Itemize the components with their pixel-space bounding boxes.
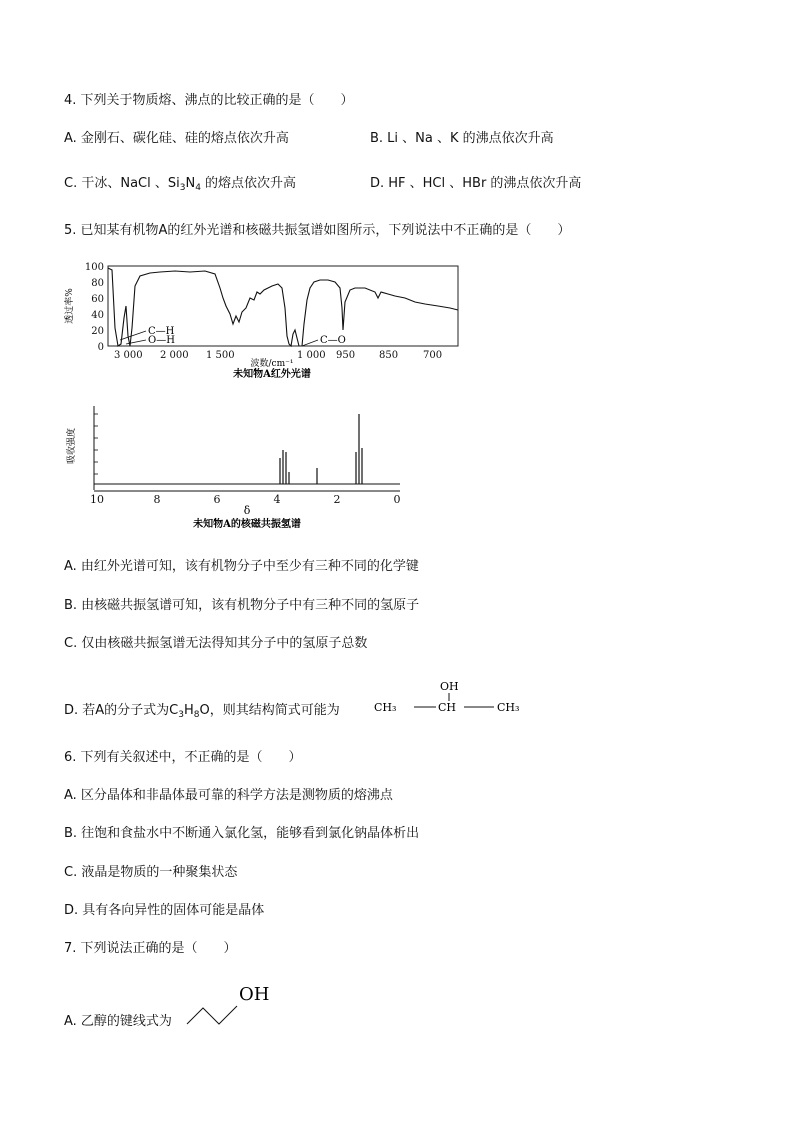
q7-option-a: A. 乙醇的键线式为 — [64, 1014, 172, 1029]
ir-ytick: 80 — [91, 278, 104, 289]
nmr-xtick: 10 — [90, 493, 104, 506]
ir-ytick: 0 — [97, 342, 104, 353]
q6-option-d: D. 具有各向异性的固体可能是晶体 — [64, 903, 265, 918]
ir-xtick: 700 — [423, 350, 443, 361]
structure-oh-label: OH — [440, 680, 459, 693]
q4-option-c-sub1: 3 — [179, 183, 186, 193]
ir-ytick: 100 — [84, 262, 104, 273]
structure-ch3-left: CH₃ — [374, 701, 397, 714]
q4-option-c-text: C. 干冰、NaCl 、Si — [64, 176, 180, 191]
ir-ytick: 20 — [91, 326, 104, 337]
q6-option-b: B. 往饱和食盐水中不断通入氯化氢，能够看到氯化钠晶体析出 — [64, 826, 420, 841]
ir-xtick: 850 — [379, 350, 399, 361]
structure-ch: CH — [438, 701, 457, 714]
q4-option-c-sub2: 4 — [195, 183, 201, 193]
ir-ytick: 60 — [91, 294, 104, 305]
nmr-y-minor-ticks — [94, 414, 98, 474]
q4-option-c — [64, 175, 296, 197]
structure-ch3-right: CH₃ — [497, 701, 520, 714]
q6-stem: 6. 下列有关叙述中，不正确的是（ ） — [64, 750, 302, 765]
q5-option-d-post: O，则其结构简式可能为 — [199, 703, 340, 718]
q6-option-a: A. 区分晶体和非晶体最可靠的科学方法是测物质的熔沸点 — [64, 788, 393, 803]
q4-option-b: B. Li 、Na 、K 的沸点依次升高 — [370, 131, 554, 146]
q5-option-b: B. 由核磁共振氢谱可知，该有机物分子中有三种不同的氢原子 — [64, 598, 420, 613]
nmr-y-label: 吸收强度 — [67, 427, 77, 465]
ir-annotation-co: C—O — [320, 335, 346, 346]
q7-stem: 7. 下列说法正确的是（ ） — [64, 941, 237, 956]
q4-option-d: D. HF 、HCl 、HBr 的沸点依次升高 — [370, 176, 582, 191]
nmr-peaks — [280, 414, 362, 484]
q5-option-a: A. 由红外光谱可知，该有机物分子中至少有三种不同的化学键 — [64, 559, 419, 574]
q4-option-a: A. 金刚石、碳化硅、硅的熔点依次升高 — [64, 131, 289, 146]
ir-y-ticks — [85, 262, 104, 353]
ir-xtick: 3 000 — [114, 350, 143, 361]
nmr-xtick: 2 — [333, 493, 341, 506]
nmr-xtick: 4 — [273, 493, 281, 506]
ir-x-label: 波数/cm⁻¹ — [250, 359, 294, 369]
nmr-xtick: 0 — [393, 493, 401, 506]
q5-option-d-sub1: 3 — [178, 710, 184, 720]
ir-annotation-oh: O—H — [148, 335, 175, 346]
ir-xtick: 1 500 — [206, 350, 235, 361]
nmr-spectrum-figure — [60, 400, 410, 532]
ir-xtick: 1 000 — [297, 350, 326, 361]
q5-option-d-text: D. 若A的分子式为C — [64, 703, 179, 718]
ethanol-skeletal-formula — [185, 980, 280, 1030]
ethanol-oh-label: OH — [239, 984, 270, 1005]
ir-caption: 未知物A红外光谱 — [233, 369, 311, 380]
nmr-xtick: 6 — [213, 493, 221, 506]
propanol-structure — [374, 678, 544, 718]
q5-option-c: C. 仅由核磁共振氢谱无法得知其分子中的氢原子总数 — [64, 636, 368, 651]
q6-option-c: C. 液晶是物质的一种聚集状态 — [64, 865, 238, 880]
q5-option-d-mid: H — [183, 703, 194, 718]
ir-ytick: 40 — [91, 310, 104, 321]
q5-option-d-sub2: 8 — [193, 710, 200, 720]
ir-xtick: 2 000 — [160, 350, 189, 361]
q4-option-c-mid: N — [185, 176, 196, 191]
nmr-xtick: 8 — [153, 493, 161, 506]
ir-annotation-ch: C—H — [148, 326, 175, 337]
q4-option-c-post: 的熔点依次升高 — [200, 176, 297, 191]
ir-spectrum-figure — [60, 258, 470, 383]
q5-stem: 5. 已知某有机物A的红外光谱和核磁共振氢谱如图所示，下列说法中不正确的是（ ） — [64, 223, 571, 238]
ir-xtick: 950 — [336, 350, 356, 361]
q4-stem: 4. 下列关于物质熔、沸点的比较正确的是（ ） — [64, 93, 354, 108]
nmr-x-label: δ — [243, 504, 251, 517]
nmr-caption: 未知物A的核磁共振氢谱 — [193, 519, 301, 530]
q5-option-d — [64, 702, 340, 724]
ir-y-label: 透过率% — [65, 288, 75, 324]
